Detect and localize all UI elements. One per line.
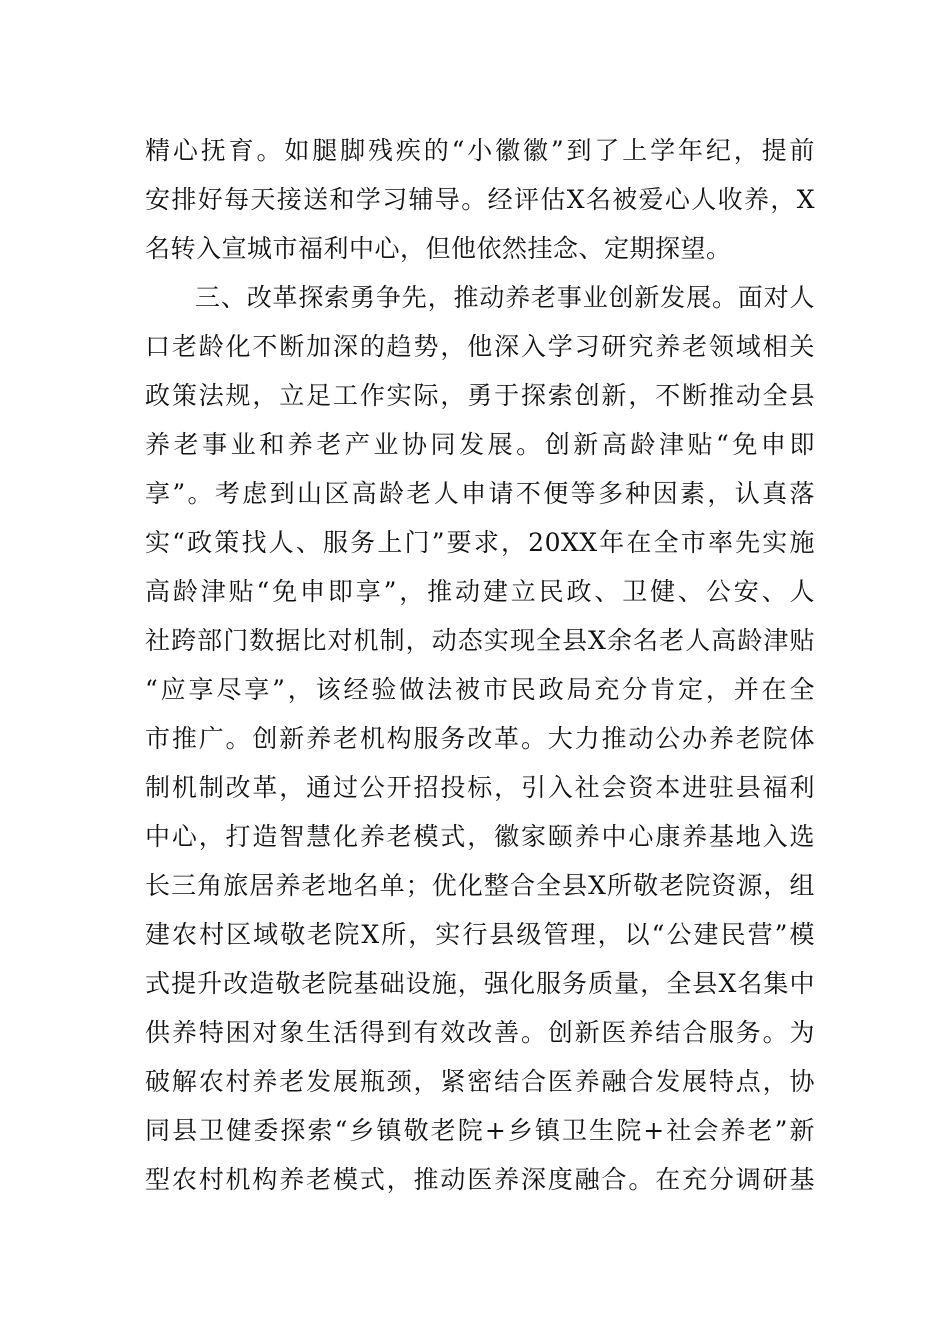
- text-line: 供养特困对象生活得到有效改善。创新医养结合服务。为: [145, 1018, 815, 1047]
- text-line: 名转入宣城市福利中心，但他依然挂念、定期探望。: [145, 234, 732, 263]
- text-line: 养老事业和养老产业协同发展。创新高龄津贴“免申即: [145, 430, 815, 459]
- text-line: 口老龄化不断加深的趋势，他深入学习研究养老领域相关: [145, 332, 815, 361]
- text-line: 社跨部门数据比对机制，动态实现全县X余名老人高龄津贴: [145, 626, 815, 655]
- text-line: 市推广。创新养老机构服务改革。大力推动公办养老院体: [145, 724, 815, 753]
- text-line: 高龄津贴“免申即享”，推动建立民政、卫健、公安、人: [145, 577, 815, 606]
- text-line: 精心抚育。如腿脚残疾的“小徽徽”到了上学年纪，提前: [145, 136, 815, 165]
- text-line: 安排好每天接送和学习辅导。经评估X名被爱心人收养，X: [145, 185, 815, 214]
- text-line: 式提升改造敬老院基础设施，强化服务质量，全县X名集中: [145, 969, 815, 998]
- text-line: 型农村机构养老模式，推动医养深度融合。在充分调研基: [145, 1165, 815, 1194]
- text-line: 建农村区域敬老院X所，实行县级管理，以“公建民营”模: [145, 920, 815, 949]
- text-line: 长三角旅居养老地名单；优化整合全县X所敬老院资源，组: [145, 871, 815, 900]
- text-line: 实“政策找人、服务上门”要求，20XX年在全市率先实施: [145, 528, 815, 557]
- text-line: 制机制改革，通过公开招投标，引入社会资本进驻县福利: [145, 773, 815, 802]
- text-line: 政策法规，立足工作实际，勇于探索创新，不断推动全县: [145, 381, 815, 410]
- section-heading-line: 三、改革探索勇争先，推动养老事业创新发展。面对人: [195, 283, 815, 312]
- text-line: 同县卫健委探索“乡镇敬老院+乡镇卫生院+社会养老”新: [145, 1116, 815, 1145]
- text-line: 享”。考虑到山区高龄老人申请不便等多种因素，认真落: [145, 479, 815, 508]
- text-line: “应享尽享”，该经验做法被市民政局充分肯定，并在全: [145, 675, 815, 704]
- text-line: 破解农村养老发展瓶颈，紧密结合医养融合发展特点，协: [145, 1067, 815, 1096]
- text-line: 中心，打造智慧化养老模式，徽家颐养中心康养基地入选: [145, 822, 815, 851]
- body-text: [145, 126, 815, 1204]
